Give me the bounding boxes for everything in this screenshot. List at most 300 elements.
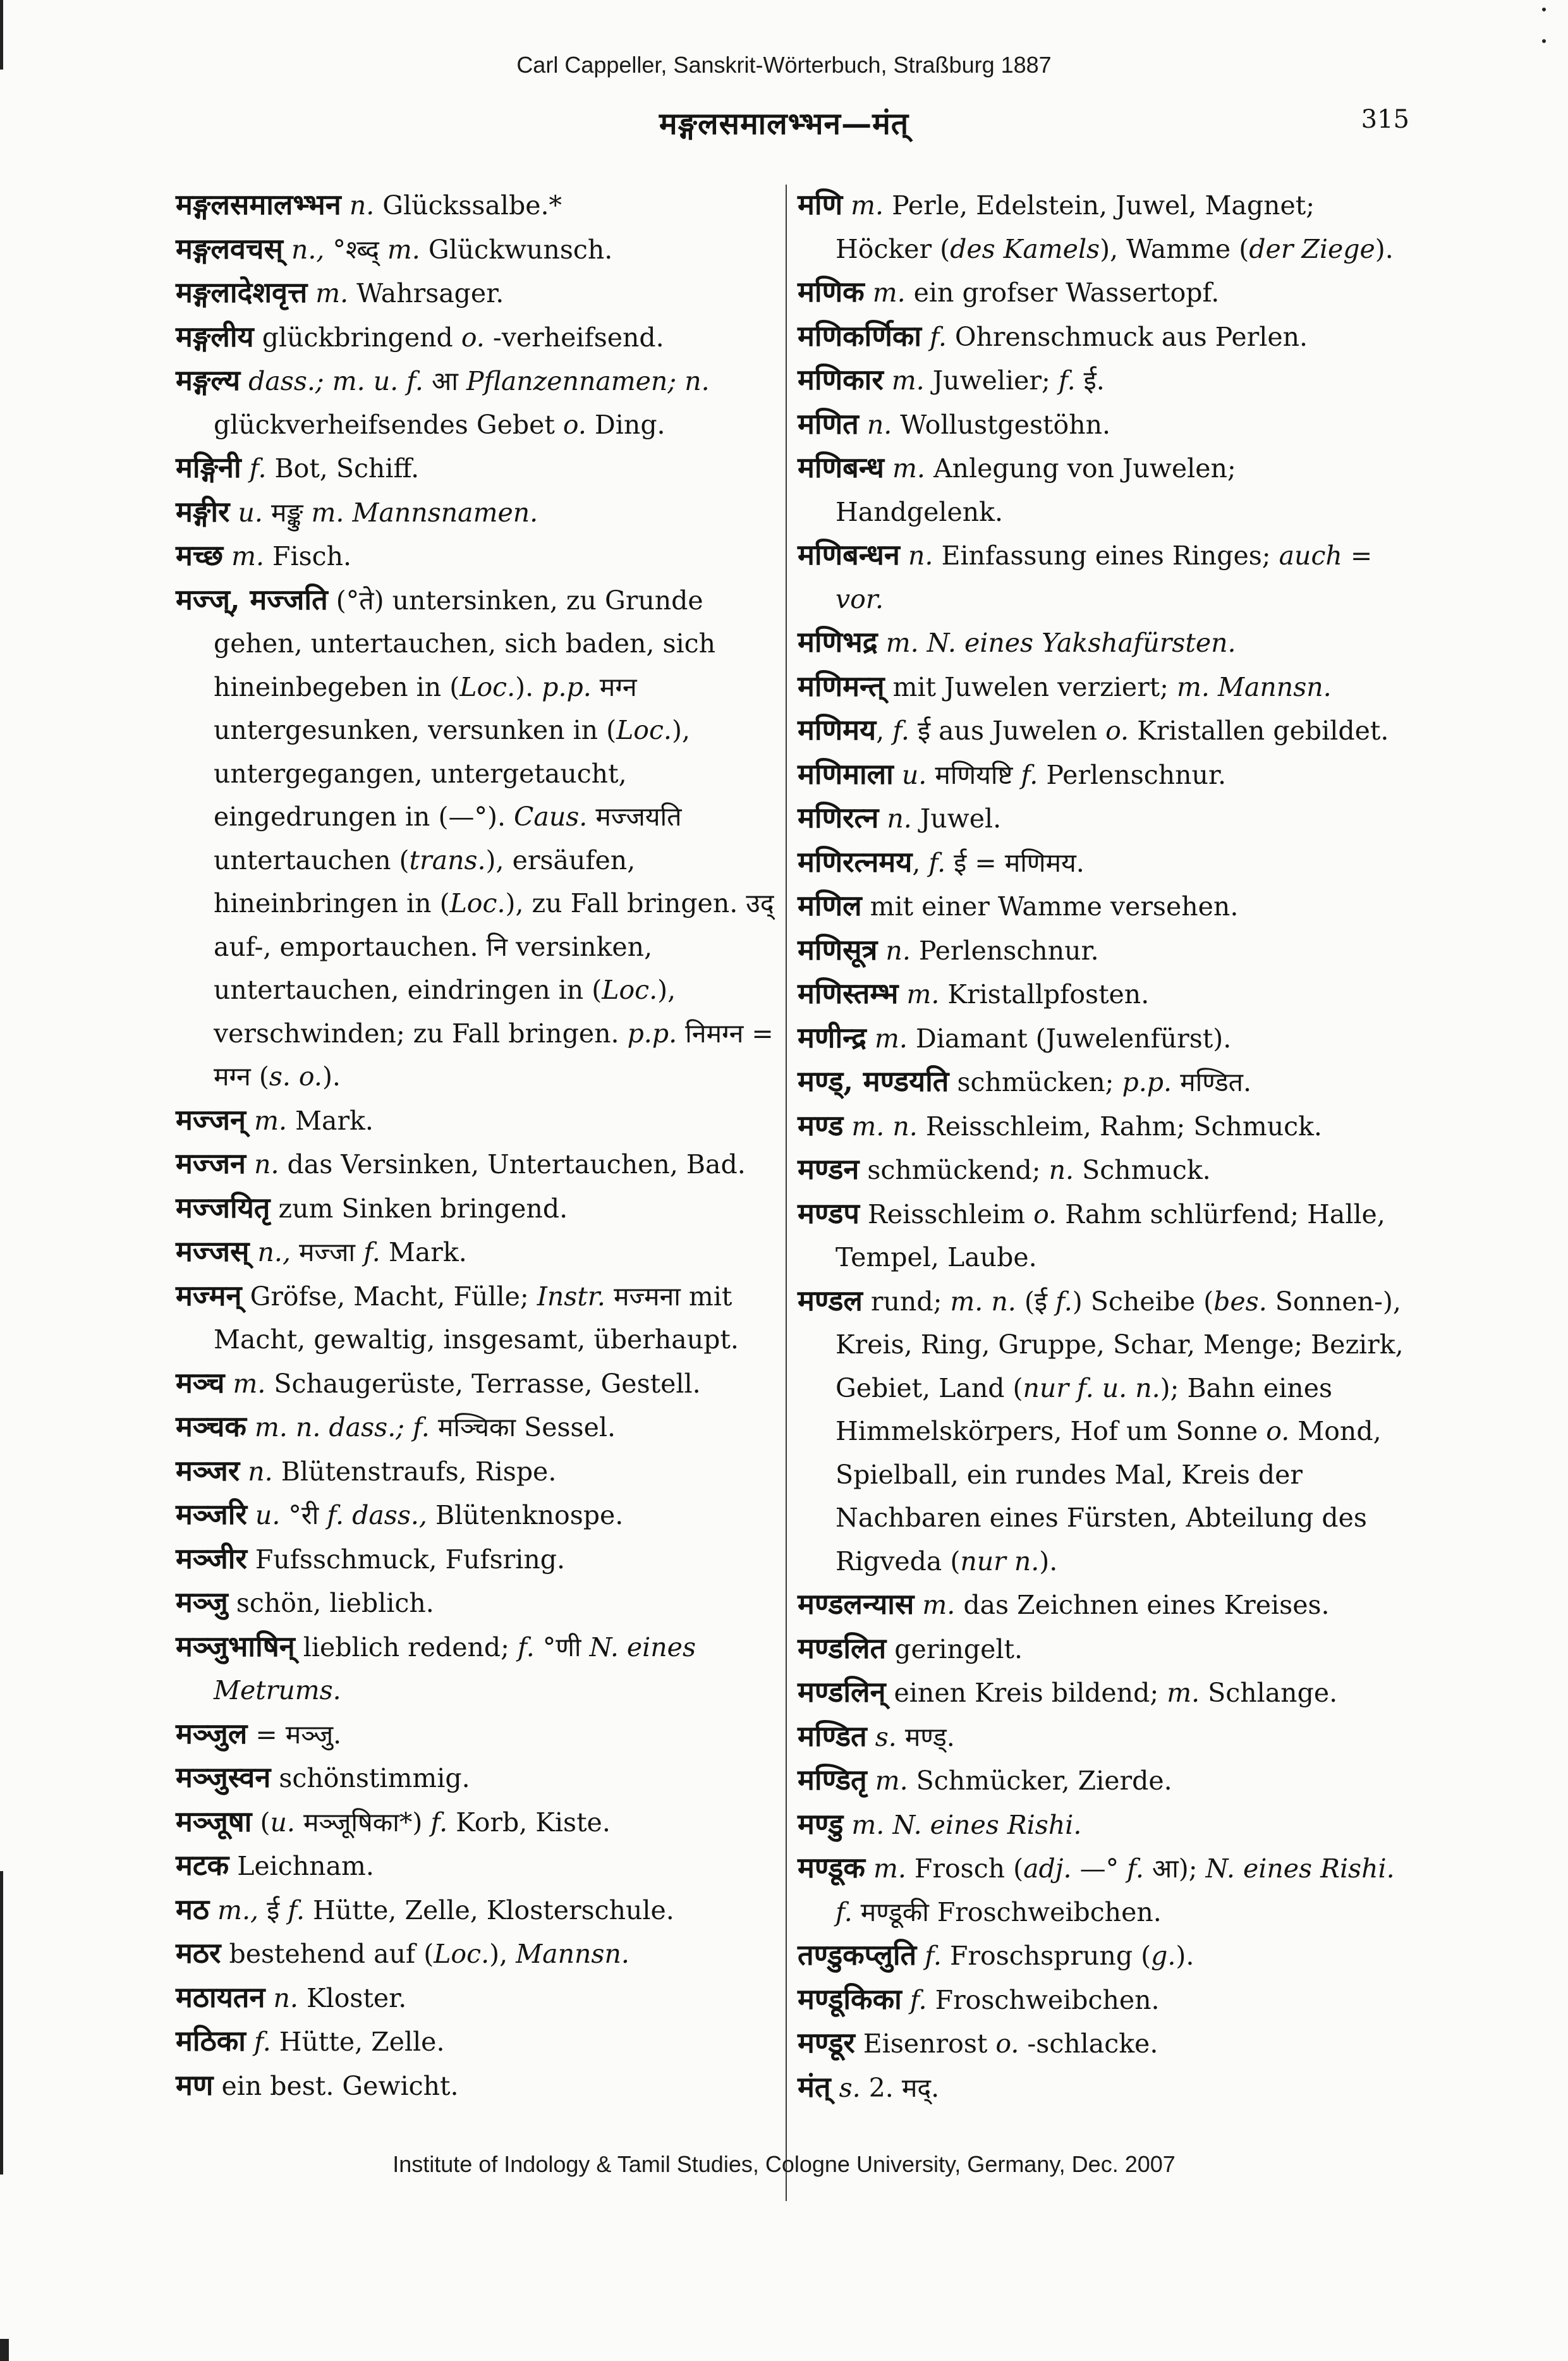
dictionary-entry	[798, 1016, 1404, 1061]
dictionary-entry	[798, 1846, 1404, 1934]
grammar-label: Mannsn.	[516, 1939, 629, 1969]
grammar-label: o.	[1266, 1416, 1290, 1446]
definition-text: Diamant (Juwelenfürst).	[907, 1023, 1232, 1054]
grammar-label: m.	[315, 278, 349, 308]
definition-text: Perle, Edelstein, Juwel, Magnet; Höcker (	[836, 190, 1315, 264]
scan-edge-mark	[0, 1871, 3, 2175]
definition-text: मण्ड्.	[896, 1721, 955, 1752]
dictionary-entry	[798, 183, 1404, 271]
grammar-label: m.	[254, 1105, 287, 1136]
definition-text: मणियष्टि	[927, 759, 1021, 790]
headword: मङ्गलवचस्	[176, 231, 283, 265]
definition-text	[247, 1500, 255, 1530]
dictionary-entry	[176, 1230, 782, 1274]
definition-text: -schlacke.	[1019, 2029, 1158, 2059]
definition-text: °णी	[534, 1632, 590, 1662]
definition-text: °री	[280, 1500, 327, 1530]
grammar-label: Caus.	[514, 802, 588, 832]
headword: मञ्जीर	[176, 1541, 247, 1575]
definition-text: ई.	[1075, 365, 1105, 396]
dictionary-entry	[798, 1104, 1404, 1149]
scan-edge-mark	[1542, 8, 1546, 43]
headword: मण्डु	[798, 1807, 844, 1841]
dictionary-entry	[798, 358, 1404, 403]
headword: मण्डल	[798, 1283, 863, 1317]
dictionary-entry	[798, 1934, 1404, 1978]
headword: मण्ड	[798, 1108, 844, 1142]
headword: मंत्	[798, 2070, 831, 2104]
definition-text	[867, 1766, 875, 1796]
definition-text: lieblich redend;	[295, 1632, 518, 1662]
definition-text: Hütte, Zelle.	[270, 2027, 445, 2057]
grammar-label: m.	[892, 453, 925, 484]
headword: मण्डन	[798, 1152, 860, 1186]
definition-text: bestehend auf (	[221, 1939, 434, 1969]
definition-text	[676, 366, 684, 396]
headword: मणिमय	[798, 713, 877, 747]
dictionary-entry	[176, 1756, 782, 1800]
headword: मण	[176, 2068, 214, 2102]
definition-text: आ	[423, 366, 466, 396]
dictionary-entry	[176, 315, 782, 360]
definition-text: ).	[322, 1061, 341, 1092]
definition-text: Kristallen gebildet.	[1129, 716, 1389, 746]
dictionary-entry	[176, 1625, 782, 1712]
dictionary-entry	[798, 709, 1404, 753]
grammar-label: m.	[873, 1853, 906, 1884]
definition-text: glückverheifsendes Gebet	[214, 409, 563, 440]
definition-text: schmückend;	[859, 1155, 1049, 1185]
headword: मञ्जर	[176, 1453, 240, 1487]
grammar-label: m.,	[217, 1894, 259, 1925]
definition-text	[894, 760, 902, 790]
grammar-label: adj.	[1023, 1853, 1072, 1884]
definition-text	[223, 541, 231, 571]
grammar-label: p.p.	[627, 1018, 678, 1049]
definition-text	[859, 410, 867, 440]
dictionary-entry	[798, 2022, 1404, 2066]
definition-text: einen Kreis bildend;	[885, 1678, 1167, 1708]
headword: मण्डूकिका	[798, 1982, 902, 2016]
definition-text: Ding.	[586, 409, 665, 440]
headword: मणिमाला	[798, 757, 894, 791]
headword: तण्डुकप्लुति	[798, 1938, 917, 1972]
definition-text: schmücken;	[949, 1067, 1122, 1097]
grammar-label: N. eines Rishi. f.	[836, 1853, 1395, 1927]
grammar-label: n.	[866, 409, 892, 440]
dictionary-entry	[798, 753, 1404, 797]
definition-text	[843, 1111, 851, 1142]
grammar-label: f.	[288, 1894, 305, 1925]
headword: मण्डित	[798, 1719, 867, 1753]
definition-text: schönstimmig.	[270, 1763, 470, 1793]
definition-text	[866, 1023, 875, 1054]
dictionary-entry	[798, 1803, 1404, 1847]
page-number: 315	[1361, 105, 1409, 134]
definition-text: Mond, Spielball, ein rundes Mal, Kreis der Nachbaren eines Fürsten, Abteilung des Rigveda (	[836, 1416, 1382, 1577]
grammar-label: f.	[249, 453, 267, 484]
definition-text	[914, 1590, 922, 1620]
definition-text	[842, 190, 851, 221]
definition-text: (ई	[1016, 1286, 1056, 1317]
grammar-label: m. Mannsn.	[1177, 671, 1332, 702]
headword: मठायतन	[176, 1980, 265, 2014]
definition-text: Leichnam.	[229, 1851, 374, 1881]
headword: मङ्गलसमालभ्भन	[176, 188, 341, 221]
grammar-label: n.	[273, 1982, 298, 2013]
grammar-label: m.	[875, 1766, 908, 1796]
definition-text: मज्जयति untertauchen (	[214, 802, 682, 875]
definition-text	[246, 1106, 254, 1136]
definition-text: Sonnen-), Kreis, Ring, Gruppe, Schar, Menge; Bezirk, Gebiet, Land (	[836, 1286, 1404, 1403]
definition-text	[224, 1369, 233, 1399]
headword: मणिकर्णिका	[798, 319, 922, 353]
grammar-label: n.	[908, 540, 933, 571]
source-credit: Carl Cappeller, Sanskrit-Wörterbuch, Straßburg 1887	[516, 52, 1052, 78]
grammar-label: u.	[270, 1807, 295, 1838]
definition-text: ), Wamme (	[1100, 233, 1249, 264]
definition-text	[240, 1456, 248, 1487]
headword: मञ्च	[176, 1365, 225, 1400]
dictionary-entry	[176, 1932, 782, 1976]
grammar-label: n.,	[257, 1237, 291, 1267]
dictionary-entry	[798, 1148, 1404, 1192]
definition-text: मण्डूकी Froschweibchen.	[852, 1896, 1162, 1927]
definition-text: Korb, Kiste.	[447, 1807, 611, 1838]
dictionary-column-left	[176, 183, 782, 2108]
grammar-label: Loc.	[602, 975, 658, 1005]
definition-text: Rahm schlürfend; Halle, Tempel, Laube.	[836, 1199, 1385, 1272]
definition-text: ,	[876, 716, 893, 746]
grammar-label: s.	[875, 1721, 897, 1752]
definition-text: ).	[1375, 233, 1394, 264]
definition-text: (	[252, 1807, 270, 1838]
definition-text	[209, 1895, 217, 1925]
dictionary-entry	[176, 2020, 782, 2064]
dictionary-entry	[798, 1715, 1404, 1759]
grammar-label: nur n.	[960, 1546, 1040, 1577]
dictionary-entry	[798, 929, 1404, 973]
grammar-label: n.	[248, 1456, 273, 1487]
grammar-label: m.	[891, 365, 925, 396]
grammar-label: dass.; m. u. f.	[248, 366, 423, 396]
definition-text: geringelt.	[886, 1633, 1023, 1664]
definition-text: Fisch.	[264, 541, 352, 571]
dictionary-entry	[798, 841, 1404, 885]
headword: मण्डलन्यास	[798, 1587, 915, 1621]
dictionary-entry	[798, 403, 1404, 447]
definition-text	[878, 628, 886, 658]
column-divider	[786, 185, 787, 2201]
grammar-label: f.	[253, 2027, 271, 2057]
grammar-label: Loc.	[616, 715, 672, 745]
definition-text: Kristallpfosten.	[939, 979, 1150, 1010]
grammar-label: n.	[887, 803, 912, 834]
grammar-label: u.	[238, 497, 263, 528]
grammar-label: m. n.	[851, 1111, 918, 1142]
dictionary-entry	[176, 183, 782, 228]
grammar-label: m.	[387, 234, 420, 265]
dictionary-entry	[176, 1493, 782, 1537]
definition-text: मञ्चिका Sessel.	[429, 1412, 616, 1443]
dictionary-entry	[176, 1844, 782, 1888]
dictionary-entry	[176, 578, 782, 1099]
headword: मञ्जु	[176, 1585, 228, 1619]
dictionary-entry	[798, 1192, 1404, 1279]
definition-text: Juwelier;	[924, 365, 1059, 396]
running-head: मङ्गलसमालभ्भन—मंत्	[659, 106, 909, 142]
dictionary-entry	[176, 271, 782, 315]
headword: मङ्गलादेशवृत्त	[176, 276, 308, 309]
definition-text: das Versinken, Untertauchen, Bad.	[279, 1149, 746, 1180]
grammar-label: f.	[892, 716, 909, 746]
dictionary-entry	[176, 1099, 782, 1143]
grammar-label: n.	[1048, 1155, 1074, 1185]
grammar-label: der Ziege	[1249, 233, 1375, 264]
headword: मञ्चक	[176, 1410, 246, 1443]
grammar-label: nur f. u. n.	[1023, 1372, 1160, 1403]
definition-text	[884, 453, 892, 484]
grammar-label: f.	[430, 1807, 448, 1838]
definition-text: ई = मणिमय.	[945, 847, 1085, 878]
headword: मण्डप	[798, 1196, 860, 1230]
definition-text: ), zu Fall bringen. उद् auf-, emportauchen. नि versinken, untertauchen, eindringen in (	[214, 888, 774, 1005]
grammar-label: m. N. eines Yakshafürsten.	[885, 628, 1236, 658]
definition-text: Glückssalbe.*	[374, 190, 562, 221]
definition-text	[283, 235, 291, 265]
dictionary-entry	[798, 1279, 1404, 1583]
definition-text: Blütenstraufs, Rispe.	[272, 1456, 557, 1487]
definition-text: ein grofser Wassertopf.	[905, 278, 1220, 308]
headword: मणि	[798, 188, 843, 221]
definition-text: (°ते) untersinken, zu Grunde gehen, untertauchen, sich baden, sich hineinbegeben in (	[214, 585, 715, 702]
grammar-label: f.	[1127, 1853, 1144, 1884]
definition-text: Blütenknospe.	[427, 1500, 624, 1530]
definition-text	[246, 1412, 255, 1443]
definition-text: ), ersäufen, hineinbringen in (	[214, 845, 636, 918]
headword: मङ्गल्य	[176, 363, 241, 397]
definition-text: Perlenschnur.	[1038, 759, 1227, 790]
headword: मङ्गिनी	[176, 451, 241, 484]
definition-text	[246, 1149, 254, 1180]
definition-text	[307, 278, 315, 308]
definition-text: Ohrenschmuck aus Perlen.	[946, 321, 1308, 352]
definition-text: mit einer Wamme versehen.	[861, 891, 1239, 922]
dictionary-entry	[176, 1581, 782, 1625]
grammar-label: f.	[928, 847, 946, 878]
definition-text: ).	[515, 671, 542, 702]
headword: मण्डूक	[798, 1851, 865, 1884]
grammar-label: m.	[1167, 1678, 1200, 1708]
dictionary-entry	[798, 1978, 1404, 2022]
definition-text: Hütte, Zelle, Klosterschule.	[305, 1894, 674, 1925]
dictionary-entry	[798, 534, 1404, 621]
grammar-label: m.	[231, 541, 264, 571]
grammar-label: f.	[363, 1237, 380, 1267]
definition-text: ई	[258, 1894, 288, 1925]
definition-text	[916, 1941, 925, 1971]
dictionary-entry	[176, 1712, 782, 1757]
headword: मङ्गलीय	[176, 319, 254, 353]
definition-text: Bot, Schiff.	[266, 453, 420, 484]
definition-text: निमग्न = मग्न (	[214, 1018, 774, 1092]
grammar-label: n.	[254, 1149, 279, 1180]
definition-text	[246, 2027, 254, 2057]
definition-text: zum Sinken bringend.	[270, 1193, 568, 1224]
dictionary-entry	[176, 1449, 782, 1494]
definition-text: Schmuck.	[1074, 1155, 1211, 1185]
dictionary-entry	[176, 2064, 782, 2108]
grammar-label: Instr.	[537, 1281, 605, 1312]
dictionary-column-right	[798, 183, 1404, 2109]
definition-text: मण्डित.	[1172, 1067, 1252, 1097]
headword: मणिस्तम्भ	[798, 977, 899, 1010]
headword: मण्ड्, मण्डयति	[798, 1065, 949, 1098]
headword: मणित	[798, 406, 859, 441]
headword: मणिबन्धन	[798, 538, 900, 571]
headword: मच्छ	[176, 539, 224, 572]
definition-text	[898, 979, 906, 1010]
definition-text: ), verschwinden; zu Fall bringen.	[214, 975, 676, 1049]
definition-text: = मञ्जु.	[247, 1719, 342, 1750]
grammar-label: m. n. dass.; f.	[255, 1412, 430, 1443]
definition-text: -verheifsend.	[484, 322, 664, 353]
dictionary-entry	[176, 1142, 782, 1187]
footer-credit: Institute of Indology & Tamil Studies, Cologne University, Germany, Dec. 2007	[392, 2151, 1176, 2177]
grammar-label: m.	[906, 979, 940, 1010]
definition-text: ein best. Gewicht.	[213, 2070, 459, 2101]
headword: मठिका	[176, 2024, 246, 2058]
grammar-label: f.	[1055, 1286, 1073, 1317]
definition-text: Wahrsager.	[348, 278, 504, 308]
grammar-label: n.,	[291, 234, 325, 265]
headword: मणिसूत्र	[798, 932, 878, 967]
grammar-label: N. eines Metrums.	[214, 1632, 696, 1705]
definition-text: 2. मद्.	[860, 2072, 940, 2103]
headword: मणिभद्र	[798, 625, 878, 659]
definition-text: Juwel.	[911, 803, 1002, 834]
dictionary-entry	[798, 1583, 1404, 1627]
dictionary-entry	[798, 446, 1404, 534]
definition-text: ); Bahn eines Himmelskörpers, Hof um Sonne	[836, 1372, 1333, 1446]
definition-text: Wollustgestöhn.	[892, 409, 1111, 440]
definition-text: Reisschleim, Rahm; Schmuck.	[917, 1111, 1322, 1142]
definition-text: Froschweibchen.	[927, 1984, 1160, 2015]
headword: मञ्जुभाषिन्	[176, 1629, 295, 1663]
grammar-label: des Kamels	[950, 233, 1100, 264]
dictionary-entry	[176, 1274, 782, 1362]
grammar-label: m. N. eines Rishi.	[851, 1809, 1082, 1840]
dictionary-entry	[176, 446, 782, 491]
grammar-label: n.	[885, 935, 911, 966]
definition-text: ),	[489, 1939, 516, 1969]
dictionary-entry	[176, 1187, 782, 1231]
headword: मणिरत्नमय	[798, 845, 913, 879]
definition-text: Frosch (	[906, 1853, 1024, 1884]
headword: मज्जयितृ	[176, 1190, 270, 1224]
grammar-label: u.	[901, 759, 927, 790]
headword: मञ्जरि	[176, 1498, 247, 1531]
definition-text: das Zeichnen eines Kreises.	[955, 1590, 1330, 1620]
dictionary-entry	[798, 884, 1404, 929]
definition-text: Fufsschmuck, Fufsring.	[246, 1544, 566, 1575]
definition-text: Schaugerüste, Terrasse, Gestell.	[265, 1368, 701, 1399]
scan-corner-mark	[0, 2339, 9, 2361]
headword: मज्जन	[176, 1147, 246, 1180]
dictionary-entry	[798, 1060, 1404, 1104]
grammar-label: f. dass.,	[327, 1500, 427, 1530]
headword: मङ्गीर	[176, 494, 230, 528]
grammar-label: trans.	[409, 845, 486, 875]
headword: मणिक	[798, 275, 865, 308]
headword: मज्जस्	[176, 1235, 250, 1268]
headword: मणिकार	[798, 363, 884, 396]
dictionary-entry	[798, 972, 1404, 1016]
definition-text	[878, 803, 887, 834]
definition-text	[249, 1237, 257, 1267]
definition-text	[867, 1722, 875, 1752]
definition-text: Anlegung von Juwelen; Handgelenk.	[836, 453, 1236, 527]
definition-text	[229, 497, 238, 528]
definition-text	[240, 366, 248, 396]
definition-text: Mark.	[286, 1105, 374, 1136]
grammar-label: m.	[851, 190, 884, 221]
headword: मण्डितृ	[798, 1763, 867, 1797]
dictionary-entry	[176, 1362, 782, 1406]
grammar-label: o.	[1033, 1199, 1057, 1229]
headword: मणिल	[798, 889, 862, 922]
grammar-label: n.	[349, 190, 375, 221]
dictionary-entry	[176, 1888, 782, 1932]
definition-text: ई aus Juwelen	[909, 716, 1106, 746]
dictionary-entry	[176, 359, 782, 446]
grammar-label: m.	[874, 1023, 908, 1054]
grammar-label: auch = vor.	[836, 540, 1373, 614]
definition-text: Eisenrost	[854, 2029, 996, 2059]
dictionary-entry	[176, 1405, 782, 1449]
headword: मञ्जूषा	[176, 1804, 252, 1838]
definition-text: मज्जा	[291, 1237, 364, 1267]
definition-text	[843, 1810, 851, 1840]
grammar-label: Loc.	[449, 888, 506, 918]
headword: मण्डलिन्	[798, 1675, 886, 1709]
headword: मण्डलित	[798, 1631, 887, 1665]
definition-text: Reisschleim	[859, 1199, 1034, 1229]
headword: मज्मन्	[176, 1278, 242, 1312]
grammar-label: bes.	[1213, 1286, 1267, 1317]
dictionary-entry	[176, 228, 782, 272]
definition-text: —°	[1071, 1853, 1127, 1884]
definition-text: Schlange.	[1200, 1678, 1338, 1708]
grammar-label: p.p.	[1122, 1067, 1172, 1097]
grammar-label: o.	[995, 2029, 1019, 2059]
grammar-label: m.	[872, 278, 906, 308]
grammar-label: m.	[233, 1368, 266, 1399]
definition-text	[265, 1983, 273, 2013]
dictionary-entry	[176, 534, 782, 578]
definition-text: आ);	[1143, 1853, 1206, 1884]
dictionary-entry	[798, 1627, 1404, 1671]
dictionary-entry	[798, 1759, 1404, 1803]
definition-text: मञ्जूषिका*)	[295, 1807, 431, 1838]
headword: मण्डूर	[798, 2026, 855, 2059]
dictionary-entry	[176, 1800, 782, 1845]
definition-text: मग्न untergesunken, versunken in (	[214, 671, 637, 745]
definition-text: मङ्कु	[262, 497, 312, 528]
definition-text: ), untergegangen, untergetaucht, eingedrungen in (—°).	[214, 715, 690, 832]
headword: मणिरत्न	[798, 801, 879, 834]
dictionary-entry	[176, 491, 782, 535]
